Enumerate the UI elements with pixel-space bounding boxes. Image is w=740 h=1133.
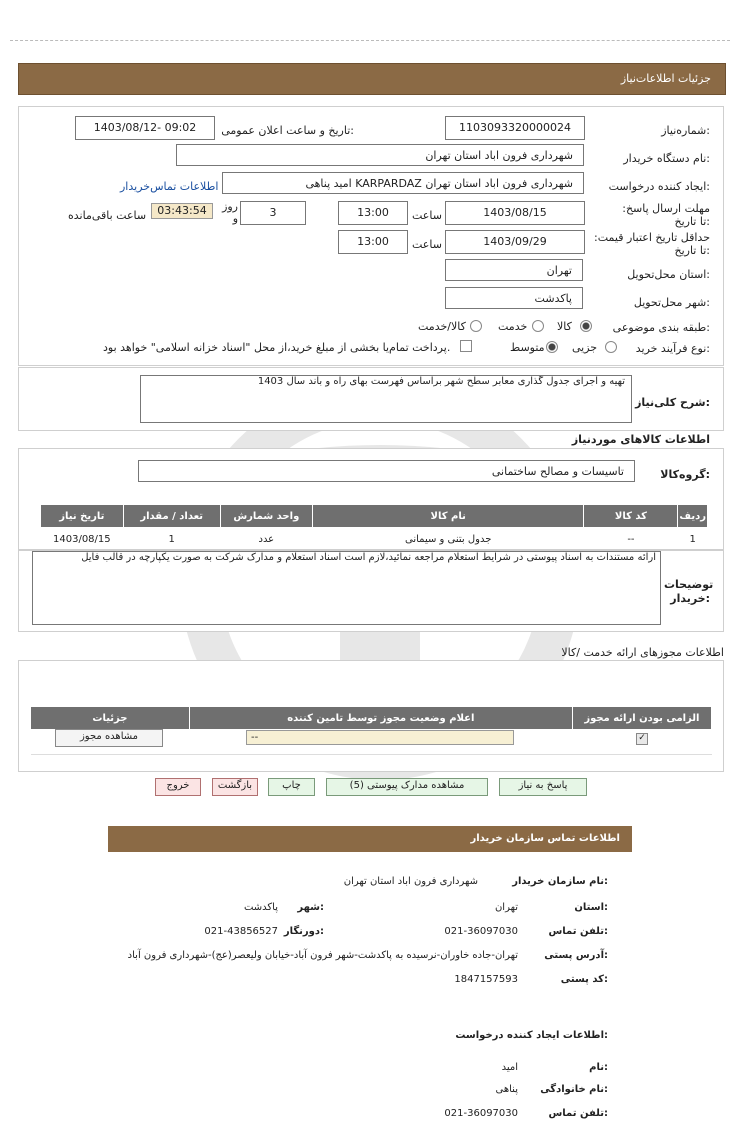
- process-type-label: نوع فرآیند خرید:: [635, 342, 710, 355]
- reply-deadline-label: مهلت ارسال پاسخ: تا تاریخ:: [622, 202, 710, 228]
- reply-date-field: 1403/08/15: [445, 201, 585, 225]
- buyer-org-label: نام دستگاه خریدار:: [623, 152, 710, 165]
- permit-status-field: --: [246, 730, 514, 745]
- process-partial-radio[interactable]: [605, 340, 617, 353]
- contact-fax-label: دورنگار:: [283, 926, 324, 937]
- process-medium-radio[interactable]: [546, 340, 558, 353]
- col-goods-code: کد کالا: [584, 505, 678, 528]
- col-permit-required: الزامی بودن ارائه مجوز: [572, 707, 711, 730]
- permit-required-checkbox[interactable]: ✓: [636, 732, 648, 745]
- goods-group-label: گروه‌کالا:: [660, 468, 710, 481]
- back-button[interactable]: بازگشت: [212, 778, 258, 796]
- view-attachments-button[interactable]: مشاهده مدارک پیوستی (5): [326, 778, 488, 796]
- contact-title: اطلاعات تماس سازمان خریدار: [470, 833, 620, 844]
- goods-table: [40, 504, 708, 551]
- days-field: 3: [240, 201, 306, 225]
- province-field: تهران: [445, 259, 583, 281]
- contact-address-value: تهران-جاده خاوران-نرسیده به پاکدشت-شهر فرون آباد-خیابان ولیعصر(عج)-شهرداری فرون آباد: [127, 950, 518, 961]
- treasury-note: پرداخت تمام‌یا بخشی از مبلغ خرید،از محل "اسناد خزانه اسلامی" خواهد بود.: [103, 341, 451, 354]
- exit-button[interactable]: خروج: [155, 778, 201, 796]
- top-divider: [10, 40, 730, 41]
- city-field: پاکدشت: [445, 287, 583, 309]
- creator-name-value: امید: [501, 1062, 518, 1073]
- days-label: روز و: [222, 200, 238, 225]
- goods-group-field: تاسیسات و مصالح ساختمانی: [138, 460, 635, 482]
- contact-postal-label: کد پستی:: [560, 974, 608, 985]
- price-date-field: 1403/09/29: [445, 230, 585, 254]
- reply-button[interactable]: پاسخ به نیاز: [499, 778, 587, 796]
- col-quantity: تعداد / مقدار: [123, 505, 220, 528]
- view-permit-button[interactable]: مشاهده مجوز: [55, 729, 163, 747]
- contact-city-value: پاکدشت: [243, 902, 278, 913]
- category-service-label: خدمت: [498, 320, 528, 333]
- contact-header: [108, 826, 632, 852]
- reply-time-label: ساعت: [412, 209, 442, 222]
- goods-section-title: اطلاعات کالاهای موردنیاز: [571, 433, 710, 446]
- creator-family-value: پناهی: [495, 1084, 518, 1095]
- process-medium-label: متوسط: [510, 341, 545, 354]
- description-text: تهیه و اجرای جدول گذاری معابر سطح شهر براساس فهرست بهای راه و باند سال 1403: [140, 375, 632, 423]
- col-need-date: تاریخ نیاز: [41, 505, 124, 528]
- creator-label: ایجاد کننده درخواست:: [608, 180, 710, 193]
- contact-phone-label: تلفن تماس:: [548, 926, 608, 937]
- category-service-radio[interactable]: [532, 319, 544, 332]
- col-details: جزئیات: [31, 707, 190, 730]
- creator-phone-label: تلفن تماس:: [548, 1108, 608, 1119]
- process-partial-label: جزیی: [572, 341, 598, 354]
- buyer-notes-label: توضیحات خریدار:: [664, 578, 714, 605]
- contact-province-label: استان:: [574, 902, 608, 913]
- category-label: طبقه بندی موضوعی:: [612, 321, 710, 334]
- category-both-label: کالا/خدمت: [418, 320, 466, 333]
- col-permit-status: اعلام وضعیت مجوز توسط تامین کننده: [189, 707, 572, 730]
- need-number-field: 1103093320000024: [445, 116, 585, 140]
- category-goods-label: کالا: [557, 320, 572, 333]
- treasury-checkbox[interactable]: [460, 339, 472, 352]
- contact-province-value: تهران: [494, 902, 518, 913]
- reply-time-field: 13:00: [338, 201, 408, 225]
- remaining-time-label: ساعت باقی‌مانده: [68, 209, 147, 222]
- contact-fax-value: 021-43856527: [204, 926, 278, 937]
- remaining-time-field: 03:43:54: [151, 203, 213, 219]
- announce-date-label: تاریخ و ساعت اعلان عمومی:: [221, 124, 354, 137]
- price-validity-label: حداقل تاریخ اعتبار قیمت: تا تاریخ:: [594, 231, 710, 257]
- price-time-label: ساعت: [412, 238, 442, 251]
- category-both-radio[interactable]: [470, 319, 482, 332]
- col-row: ردیف: [678, 505, 708, 528]
- creator-info-title: اطلاعات ایجاد کننده درخواست:: [455, 1030, 608, 1041]
- need-number-label: شماره‌نیاز:: [661, 124, 710, 137]
- col-unit: واحد شمارش: [220, 505, 312, 528]
- creator-name-label: نام:: [589, 1062, 608, 1073]
- contact-org-label: نام سازمان خریدار:: [512, 876, 608, 887]
- buyer-notes-text: ارائه مستندات به اسناد پیوستی در شرایط استعلام مراجعه نمائید،لازم است اسناد استعلام و مدارک شرکت به صورت یکپارچه در قالب فایل: [32, 551, 661, 625]
- contact-address-label: آدرس پستی:: [544, 950, 608, 961]
- buyer-org-field: شهرداری فرون اباد استان تهران: [176, 144, 584, 166]
- city-label: شهر محل‌تحویل:: [633, 296, 710, 309]
- page-title: جزئیات اطلاعات‌نیاز: [620, 72, 711, 85]
- page-header: [18, 63, 726, 95]
- print-button[interactable]: چاپ: [268, 778, 315, 796]
- table-row: 1403/08/15 1 عدد جدول بتنی و سیمانی -- 1: [41, 528, 708, 551]
- category-goods-radio[interactable]: [580, 319, 592, 332]
- price-time-field: 13:00: [338, 230, 408, 254]
- buyer-contact-link[interactable]: اطلاعات تماس‌خریدار: [120, 180, 219, 193]
- contact-postal-value: 1847157593: [454, 974, 518, 985]
- creator-field: امید پناهی KARPARDAZ شهرداری فرون اباد استان تهران: [222, 172, 584, 194]
- creator-phone-value: 021-36097030: [444, 1108, 518, 1119]
- contact-city-label: شهر:: [297, 902, 324, 913]
- description-label: شرح کلی‌نیاز:: [635, 396, 710, 409]
- announce-date-field: 1403/08/12- 09:02: [75, 116, 215, 140]
- contact-phone-value: 021-36097030: [444, 926, 518, 937]
- creator-family-label: نام خانوادگی:: [540, 1084, 608, 1095]
- permits-section-title: اطلاعات مجوزهای ارائه خدمت /کالا: [561, 646, 724, 659]
- contact-org-value: شهرداری فرون اباد استان تهران: [343, 876, 478, 887]
- col-goods-name: نام کالا: [312, 505, 584, 528]
- province-label: استان محل‌تحویل:: [627, 268, 710, 281]
